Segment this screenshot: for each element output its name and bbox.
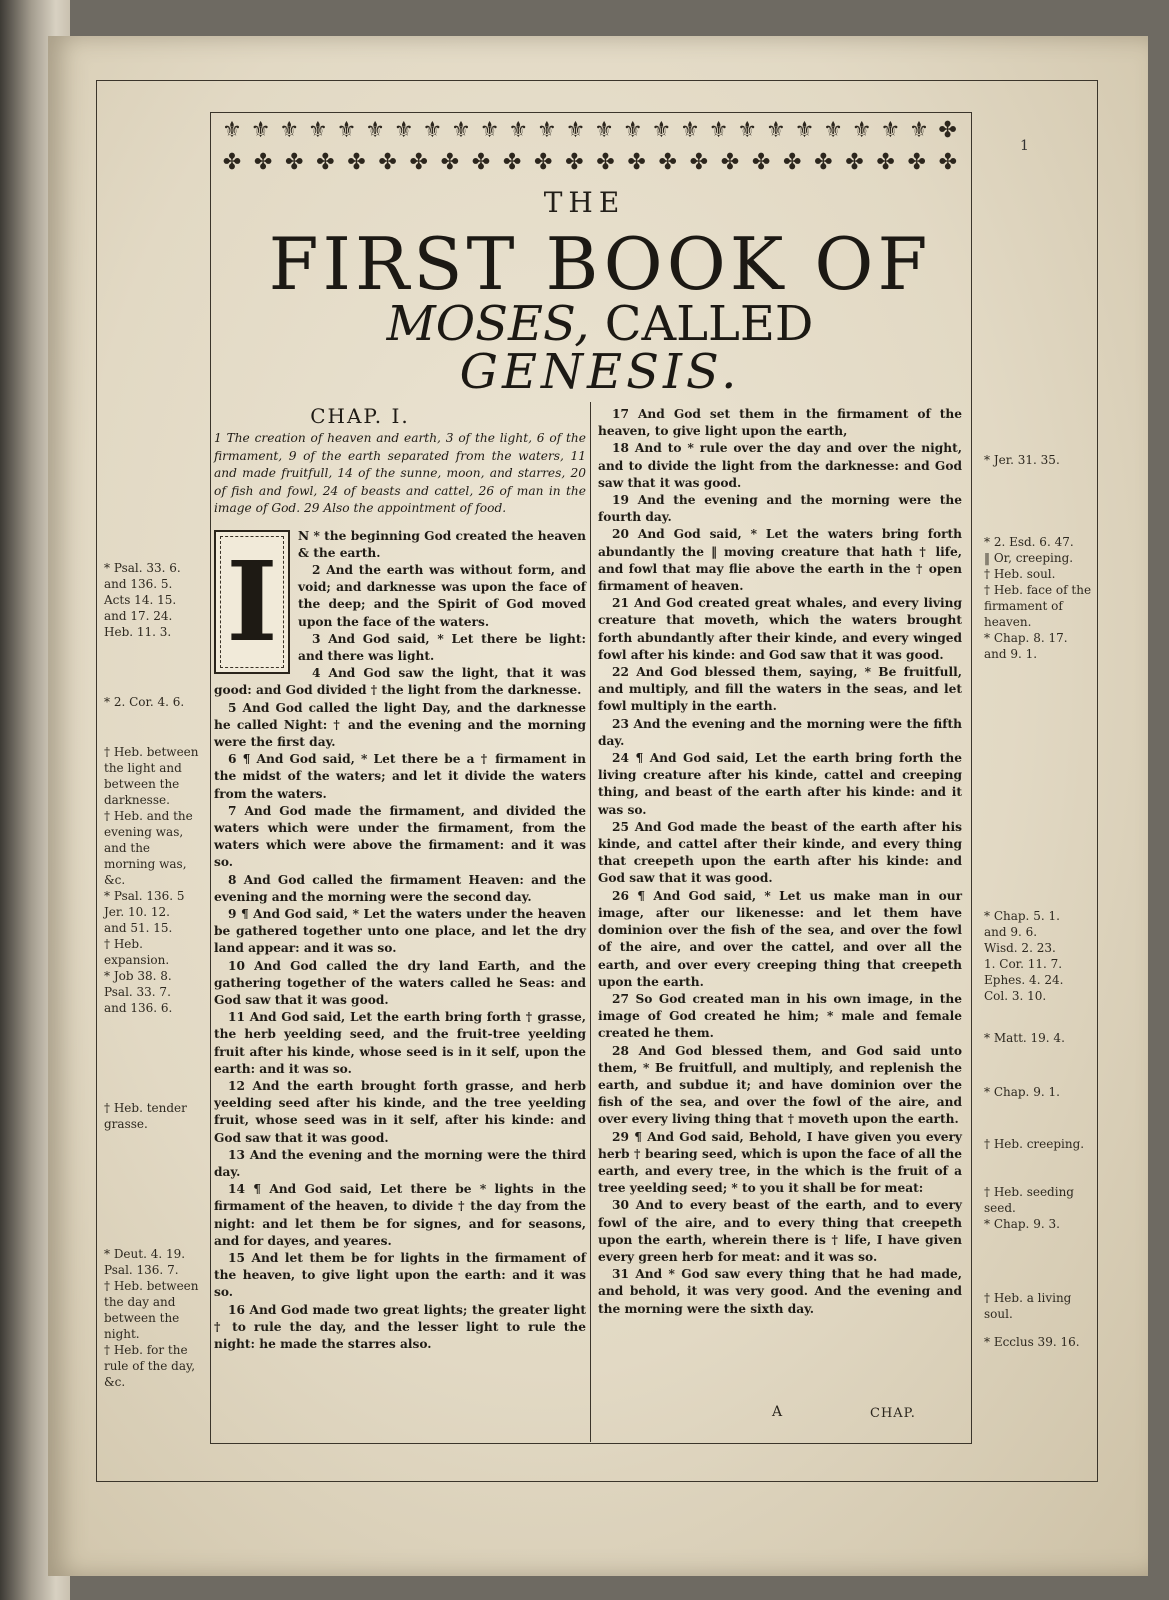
verse: 19 And the evening and the morning were the fourth day.	[598, 493, 962, 525]
verse: 28 And God blessed them, and God said unto them, * Be fruitfull, and multiply, and replenish the earth, and subdue it; and have dominion over the fish of the sea, and over the fowl of the aire, and over every living thing that † moveth upon the earth.	[598, 1043, 962, 1127]
verse: 6 ¶ And God said, * Let there be a † firmament in the midst of the waters; and let it divide the waters from the waters.	[214, 752, 586, 801]
verse: 24 ¶ And God said, Let the earth bring forth the living creature after his kinde, cattel and creeping thing, and beast of the earth after his kinde: and it was so.	[598, 751, 962, 817]
verse: 9 ¶ And God said, * Let the waters under the heaven be gathered together unto one place, and let the dry land appear: and it was so.	[214, 906, 586, 956]
verse: 2 And the earth was without form, and void; and darknesse was upon the face of the deep; and the Spirit of God moved upon the face of the waters.	[298, 562, 586, 629]
chapter-summary: 1 The creation of heaven and earth, 3 of the light, 6 of the firmament, 9 of the earth separated from the waters, 11 and made fruitfull, 14 of the sunne, moon, and starres, 20 of fish and fowl, 24 of beasts and cattel, 26 of man in the image of God. 29 Also the appointment of food.	[214, 431, 586, 515]
initial-letter: I	[226, 536, 278, 666]
margin-note: * Jer. 31. 35.	[984, 453, 1060, 467]
verse: 31 And * God saw every thing that he had made, and behold, it was very good. And the evening and the morning were the sixth day.	[598, 1267, 962, 1316]
margin-note: * 2. Esd. 6. 47. ‖ Or, creeping. † Heb. soul. † Heb. face of the firmament of heaven. * Chap. 8. 17. and 9. 1.	[984, 535, 1092, 661]
title-the: THE	[543, 186, 626, 219]
verse: 10 And God called the dry land Earth, and the gathering together of the waters called he Seas: and God saw that it was good.	[214, 958, 586, 1007]
verse: 3 And God said, * Let there be light: and there was light.	[298, 631, 586, 663]
title-moses-word: MOSES,	[386, 296, 590, 352]
verse: 21 And God created great whales, and every living creature that moveth, which the waters brought forth abundantly after their kinde, and every winged fowl after his kinde: and God saw that it was good.	[598, 596, 962, 662]
margin-note: * Matt. 19. 4.	[984, 1031, 1065, 1045]
verse: 8 And God called the firmament Heaven: and the evening and the morning were the second day.	[214, 872, 586, 904]
verse: 16 And God made two great lights; the greater light † to rule the day, and the lesser light to rule the night: he made the starres also.	[214, 1302, 586, 1352]
margin-note: † Heb. tender grasse.	[104, 1101, 187, 1131]
catchword: CHAP.	[870, 1406, 916, 1421]
title-called-word: CALLED	[589, 296, 814, 352]
verse: 23 And the evening and the morning were the fifth day.	[598, 716, 962, 748]
verse: 12 And the earth brought forth grasse, and herb yeelding seed after his kinde, and the tree yeelding fruit, whose seed was in it self, after his kinde: and God saw that it was good.	[214, 1079, 586, 1145]
margin-note: * Deut. 4. 19. Psal. 136. 7. † Heb. between the day and between the night. † Heb. for the rule of the day, &c.	[104, 1247, 199, 1389]
left-text-column	[214, 404, 586, 1353]
verse: 7 And God made the firmament, and divided the waters which were under the firmament, from the waters which were above the firmament: and it was so.	[214, 803, 586, 870]
page-number: 1	[1020, 138, 1029, 154]
title-first-book-of: FIRST BOOK OF	[268, 222, 932, 306]
verse: 13 And the evening and the morning were the third day.	[214, 1147, 586, 1180]
verse: 17 And God set them in the firmament of the heaven, to give light upon the earth,	[598, 407, 962, 439]
verse: 29 ¶ And God said, Behold, I have given you every herb † bearing seed, which is upon the face of all the earth, and every tree, in the which is the fruit of a tree yeelding seed; * to you it shall be for meat:	[598, 1129, 962, 1196]
verse: 20 And God said, * Let the waters bring forth abundantly the ‖ moving creature that hath † life, and fowl that may flie above the earth in the † open firmament of heaven.	[598, 527, 962, 594]
verse: 5 And God called the light Day, and the darknesse he called Night: † and the evening and the morning were the first day.	[214, 700, 586, 749]
margin-note: † Heb. creeping.	[984, 1137, 1085, 1151]
decorated-initial	[214, 530, 290, 674]
margin-note: † Heb. between the light and between the darknesse. † Heb. and the evening was, and the morning was, &c. * Psal. 136. 5 Jer. 10. 12. and 51. 15. † Heb. expansion. * Job 38. 8. Psal. 33. 7. and 136. 6.	[104, 745, 199, 1015]
verse: 4 And God saw the light, that it was good: and God divided † the light from the darknesse.	[214, 666, 586, 698]
margin-note: * Ecclus 39. 16.	[984, 1335, 1080, 1349]
margin-note: * 2. Cor. 4. 6.	[104, 695, 185, 709]
verse: 30 And to every beast of the earth, and to every fowl of the aire, and to every thing that creepeth upon the earth, wherein there is † life, I have given every green herb for meat: and it was so.	[598, 1198, 962, 1264]
verse: 11 And God said, Let the earth bring forth † grasse, the herb yeelding seed, and the fruit-tree yeelding fruit after his kinde, whose seed is in it self, upon the earth: and it was so.	[214, 1010, 586, 1076]
margin-note: † Heb. seeding seed. * Chap. 9. 3.	[984, 1185, 1074, 1231]
signature-mark: A	[772, 1404, 783, 1420]
margin-note: * Psal. 33. 6. and 136. 5. Acts 14. 15. and 17. 24. Heb. 11. 3.	[104, 561, 181, 639]
title-genesis: GENESIS.	[459, 344, 741, 400]
verse: 27 So God created man in his own image, in the image of God created he him; * male and female created he them.	[598, 991, 962, 1041]
verse: 15 And let them be for lights in the firmament of the heaven, to give light upon the earth: and it was so.	[214, 1251, 586, 1300]
verse: 25 And God made the beast of the earth after his kinde, and cattel after their kinde, and every thing that creepeth upon the earth after his kinde: and God saw that it was good.	[598, 819, 962, 886]
margin-note: * Chap. 9. 1.	[984, 1085, 1060, 1099]
right-text-column	[598, 406, 962, 1318]
verse: 22 And God blessed them, saying, * Be fruitfull, and multiply, and fill the waters in the seas, and let fowl multiply in the earth.	[598, 665, 962, 714]
chapter-heading: CHAP. I.	[310, 404, 410, 428]
fleuron-border-ornament: ⚜ ⚜ ⚜ ⚜ ⚜ ⚜ ⚜ ⚜ ⚜ ⚜ ⚜ ⚜ ⚜ ⚜ ⚜ ⚜ ⚜ ⚜ ⚜ ⚜ ⚜ ⚜ ⚜ ⚜ ⚜ ✤ ✤ ✤ ✤ ✤ ✤ ✤ ✤ ✤ ✤ ✤ ✤ ✤ ✤ ✤ ✤ ✤ ✤ ✤ ✤ ✤ ✤ ✤ ✤ ✤	[222, 118, 958, 175]
margin-note: * Chap. 5. 1. and 9. 6. Wisd. 2. 23. 1. Cor. 11. 7. Ephes. 4. 24. Col. 3. 10.	[984, 909, 1064, 1003]
column-divider	[590, 402, 591, 1442]
verse: 18 And to * rule over the day and over the night, and to divide the light from the darknesse: and God saw that it was good.	[598, 441, 962, 490]
verse: N * the beginning God created the heaven & the earth.	[298, 528, 586, 560]
verse: 14 ¶ And God said, Let there be * lights in the firmament of the heaven, to divide † the day from the night: and let them be for signes, and for seasons, and for dayes, and yeares.	[214, 1182, 586, 1248]
verse: 26 ¶ And God said, * Let us make man in our image, after our likenesse: and let them have dominion over the fish of the sea, and over the fowl of the aire, and over the cattel, and over all the earth, and over every creeping thing that creepeth upon the earth.	[598, 888, 962, 989]
margin-note: † Heb. a living soul.	[984, 1291, 1072, 1321]
